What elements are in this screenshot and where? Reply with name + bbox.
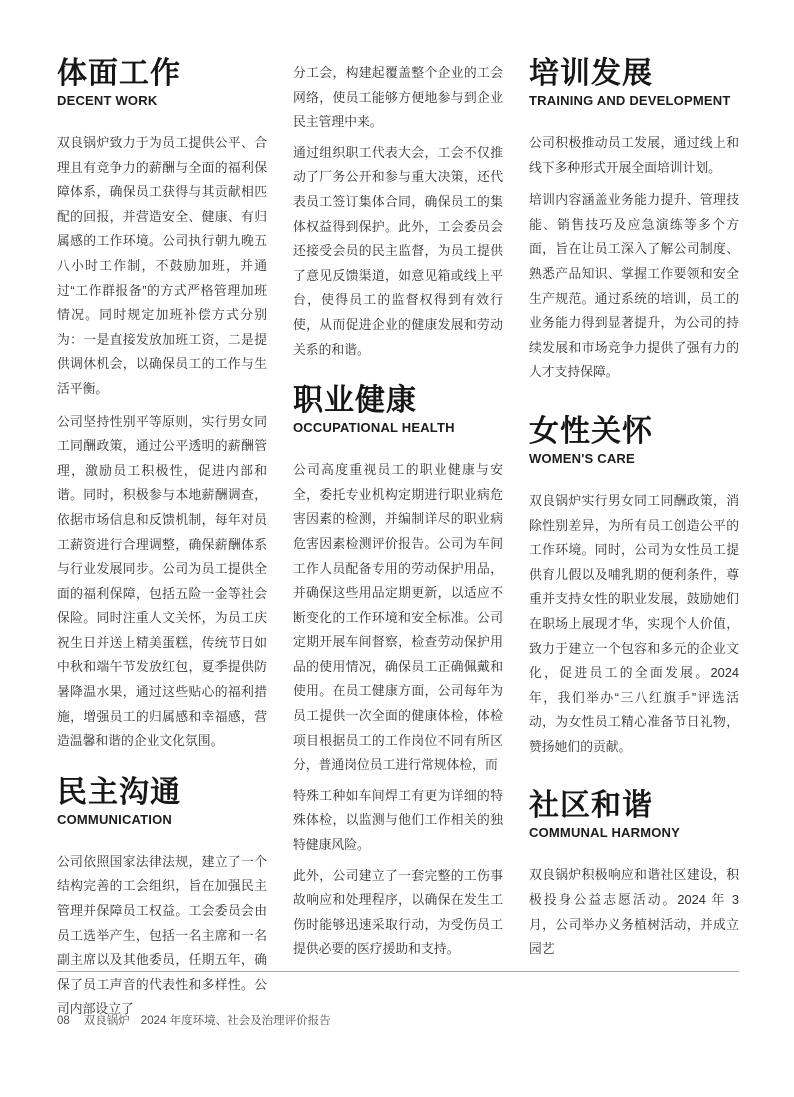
paragraph: 培训内容涵盖业务能力提升、管理技能、销售技巧及应急演练等多个方面，旨在让员工深入了解公司制度、熟悉产品知识、掌握工作要领和安全生产规范。通过系统的培训，员工的业务能力得到显著提升，为公司的持续发展和市场竞争力提供了强有力的人才支持保障。: [529, 192, 739, 380]
page-footer: [57, 1014, 331, 1028]
section-title-en: COMMUNAL HARMONY: [529, 825, 681, 841]
section-header-training: [529, 57, 739, 109]
section-title-zh: 职业健康: [293, 384, 417, 418]
section-title-zh: 培训发展: [529, 57, 653, 90]
section-header-communication: [57, 776, 267, 828]
section-title-zh: 社区和谐: [529, 789, 653, 823]
paragraph: 公司依照国家法律法规，建立了一个结构完善的工会组织，旨在加强民主管理并保障员工权益。工会委员会由员工选举产生，包括一名主席和一名副主席以及其他委员，任期五年，确保了员工声音的代表性和多样性。公司内部设立了: [57, 853, 267, 1017]
paragraph: 双良锅炉积极响应和谐社区建设，积极投身公益志愿活动。2024 年 3 月，公司举办义务植树活动，并成立园艺: [529, 867, 739, 957]
section-title-zh: 女性关怀: [529, 414, 653, 448]
section-title-en: TRAINING AND DEVELOPMENT: [529, 93, 731, 108]
column-2: [293, 57, 503, 1030]
section-title-en: DECENT WORK: [57, 93, 158, 108]
paragraph: 双良锅炉实行男女同工同酬政策，消除性别差异，为所有员工创造公平的工作环境。同时，公司为女性员工提供育儿假以及哺乳期的便利条件，尊重并支持女性的职业发展，鼓励她们在职场上展现才华，实现个人价值，致力于建立一个包容和多元的企业文化，促进员工的全面发展。2024 年，我们举办“三八红旗手”评选活动，为女性员工精心准备节日礼物，赞扬她们的贡献。: [529, 492, 739, 754]
paragraph: 公司坚持性别平等原则，实行男女同工同酬政策，通过公平透明的薪酬管理，激励员工积极性，促进内部和谐。同时，积极参与本地薪酬调查，依据市场信息和反馈机制，每年对员工薪资进行合理调整，确保薪酬体系与行业发展同步。公司为员工提供全面的福利保障，包括五险一金等社会保险。同时注重人文关怀，为员工庆祝生日并送上精美蛋糕，传统节日如中秋和端午节发放红包，夏季提供防暑降温水果，通过这些贴心的福利措施，增强员工的归属感和幸福感，营造温馨和谐的企业文化氛围。: [57, 413, 267, 749]
section-title-zh: 体面工作: [57, 57, 181, 90]
paragraph: 通过组织职工代表大会，工会不仅推动了厂务公开和参与重大决策，还代表员工签订集体合同，确保员工的集体权益得到保护。此外，工会委员会还接受会员的民主监督，为员工提供了意见反馈渠道，如意见箱或线上平台，使得员工的监督权得到有效行使，从而促进企业的健康发展和劳动关系的和谐。: [293, 144, 503, 357]
section-header-occupational-health: [293, 384, 503, 436]
page-number: 08: [57, 1015, 70, 1027]
section-title-en: WOMEN'S CARE: [529, 450, 635, 466]
section-header-decent-work: [57, 57, 267, 109]
footer-company-name: 双良锅炉: [83, 1015, 130, 1027]
footer-divider: [57, 971, 739, 972]
content-columns: [57, 57, 739, 1030]
column-3: [529, 57, 739, 1030]
section-title-en: OCCUPATIONAL HEALTH: [293, 420, 455, 436]
paragraph: 公司高度重视员工的职业健康与安全，委托专业机构定期进行职业病危害因素的检测，并编制详尽的职业病危害因素检测评价报告。公司为车间工作人员配备专用的劳动保护用品，并确保这些用品定期更新，以适应不断变化的工作环境和安全标准。公司定期开展车间督察，检查劳动保护用品的使用情况，确保员工正确佩戴和使用。在员工健康方面，公司每年为员工提供一次全面的健康体检，体检项目根据员工的工作岗位不同有所区分，普通岗位员工进行常规体检，而: [293, 462, 503, 773]
paragraph: 公司积极推动员工发展，通过线上和线下多种形式开展全面培训计划。: [529, 135, 739, 175]
column-1: [57, 57, 267, 1030]
paragraph: 此外，公司建立了一套完整的工伤事故响应和处理程序，以确保在发生工伤时能够迅速采取行动，为受伤员工提供必要的医疗援助和支持。: [293, 867, 503, 957]
section-title-en: COMMUNICATION: [57, 811, 173, 827]
section-title-zh: 民主沟通: [57, 775, 181, 809]
section-header-womens-care: [529, 415, 739, 467]
footer-report-title: 2024 年度环境、社会及治理评价报告: [140, 1015, 331, 1027]
paragraph: 双良锅炉致力于为员工提供公平、合理且有竞争力的薪酬与全面的福利保障体系，确保员工获得与其贡献相匹配的回报，并营造安全、健康、有归属感的工作环境。公司执行朝九晚五八小时工作制，不鼓励加班，并通过“工作群报备”的方式严格管理加班情况。同时规定加班补偿方式分别为：一是直接发放加班工资，二是提供调休机会，以确保员工的工作与生活平衡。: [57, 135, 267, 396]
paragraph: 特殊工种如车间焊工有更为详细的特殊体检，以监测与他们工作相关的独特健康风险。: [293, 787, 503, 853]
section-header-communal-harmony: [529, 789, 739, 841]
paragraph: 分工会，构建起覆盖整个企业的工会网络，使员工能够方便地参与到企业民主管理中来。: [293, 65, 503, 130]
